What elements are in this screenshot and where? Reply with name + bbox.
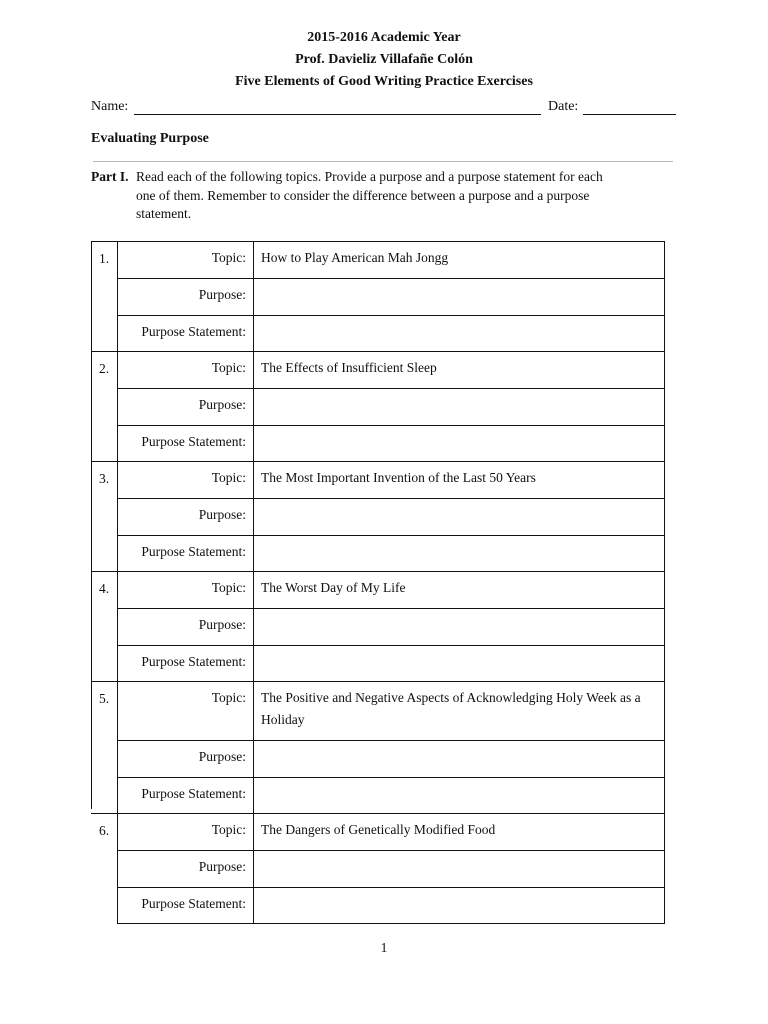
topic-label: Topic: (211, 470, 246, 485)
table-row-border (117, 608, 665, 609)
table-column-border (117, 241, 118, 351)
table-column-border (117, 351, 118, 461)
purpose-label: Purpose: (198, 859, 246, 874)
statement-label: Purpose Statement: (141, 896, 246, 911)
table-column-border (117, 571, 118, 681)
purpose-label: Purpose: (198, 507, 246, 522)
professor-heading: Prof. Davieliz Villafañe Colón (295, 52, 473, 67)
item-number: 6. (98, 823, 110, 838)
table-left-border (91, 571, 92, 681)
item-number: 2. (98, 361, 110, 376)
purpose-label: Purpose: (198, 617, 246, 632)
topic-label: Topic: (211, 360, 246, 375)
topic-text: The Worst Day of My Life (261, 580, 406, 595)
table-column-border (117, 681, 118, 813)
statement-label: Purpose Statement: (141, 544, 246, 559)
table-row-border (91, 681, 665, 682)
table-row-border (117, 850, 665, 851)
part-label: Part I. (91, 169, 129, 184)
table-row-border (91, 461, 665, 462)
academic-year-heading: 2015-2016 Academic Year (307, 30, 461, 45)
table-row-border (117, 315, 665, 316)
item-number: 4. (98, 581, 110, 596)
purpose-label: Purpose: (198, 749, 246, 764)
date-label: Date: (548, 99, 579, 114)
instruction-line: Read each of the following topics. Provide a purpose and a purpose statement for each (136, 169, 603, 184)
item-number: 5. (98, 691, 110, 706)
instruction-line: statement. (136, 206, 192, 221)
name-field[interactable] (134, 99, 541, 115)
table-row-border (91, 571, 665, 572)
document-title: Five Elements of Good Writing Practice Exercises (235, 74, 533, 89)
table-row-border (117, 740, 665, 741)
name-date-row (91, 99, 677, 119)
table-row-border (117, 498, 665, 499)
topic-text: The Positive and Negative Aspects of Acknowledging Holy Week as a Holiday (261, 690, 641, 727)
item-number: 3. (98, 471, 110, 486)
table-row-border (117, 425, 665, 426)
statement-label: Purpose Statement: (141, 786, 246, 801)
topic-label: Topic: (211, 690, 246, 705)
page-number: 1 (380, 940, 388, 955)
section-divider (93, 161, 673, 162)
table-row-border (91, 351, 665, 352)
table-left-border (91, 681, 92, 809)
table-row-border (91, 241, 665, 242)
purpose-label: Purpose: (198, 397, 246, 412)
date-field[interactable] (583, 99, 676, 115)
table-left-border (91, 241, 92, 351)
table-row-border (117, 645, 665, 646)
table-row-border (117, 278, 665, 279)
table-column-border (253, 241, 254, 923)
topic-text: How to Play American Mah Jongg (261, 250, 449, 265)
table-column-border (117, 461, 118, 571)
table-right-border (664, 241, 665, 924)
item-number: 1. (98, 251, 110, 266)
table-left-border (91, 461, 92, 571)
table-bottom-border (117, 923, 665, 924)
purpose-label: Purpose: (198, 287, 246, 302)
table-column-border (117, 813, 118, 923)
topic-label: Topic: (211, 580, 246, 595)
table-left-border (91, 351, 92, 461)
topic-label: Topic: (211, 822, 246, 837)
table-row-border (91, 813, 665, 814)
table-row-border (117, 388, 665, 389)
instruction-line: one of them. Remember to consider the difference between a purpose and a purpose (136, 187, 590, 203)
table-row-border (117, 887, 665, 888)
topic-label: Topic: (211, 250, 246, 265)
name-label: Name: (91, 99, 129, 114)
topic-text: The Dangers of Genetically Modified Food (261, 822, 496, 837)
table-row-border (117, 777, 665, 778)
topic-text: The Effects of Insufficient Sleep (261, 360, 437, 375)
topic-text: The Most Important Invention of the Last 50 Years (261, 470, 536, 485)
statement-label: Purpose Statement: (141, 434, 246, 449)
statement-label: Purpose Statement: (141, 654, 246, 669)
statement-label: Purpose Statement: (141, 324, 246, 339)
table-row-border (117, 535, 665, 536)
section-title: Evaluating Purpose (91, 131, 209, 146)
